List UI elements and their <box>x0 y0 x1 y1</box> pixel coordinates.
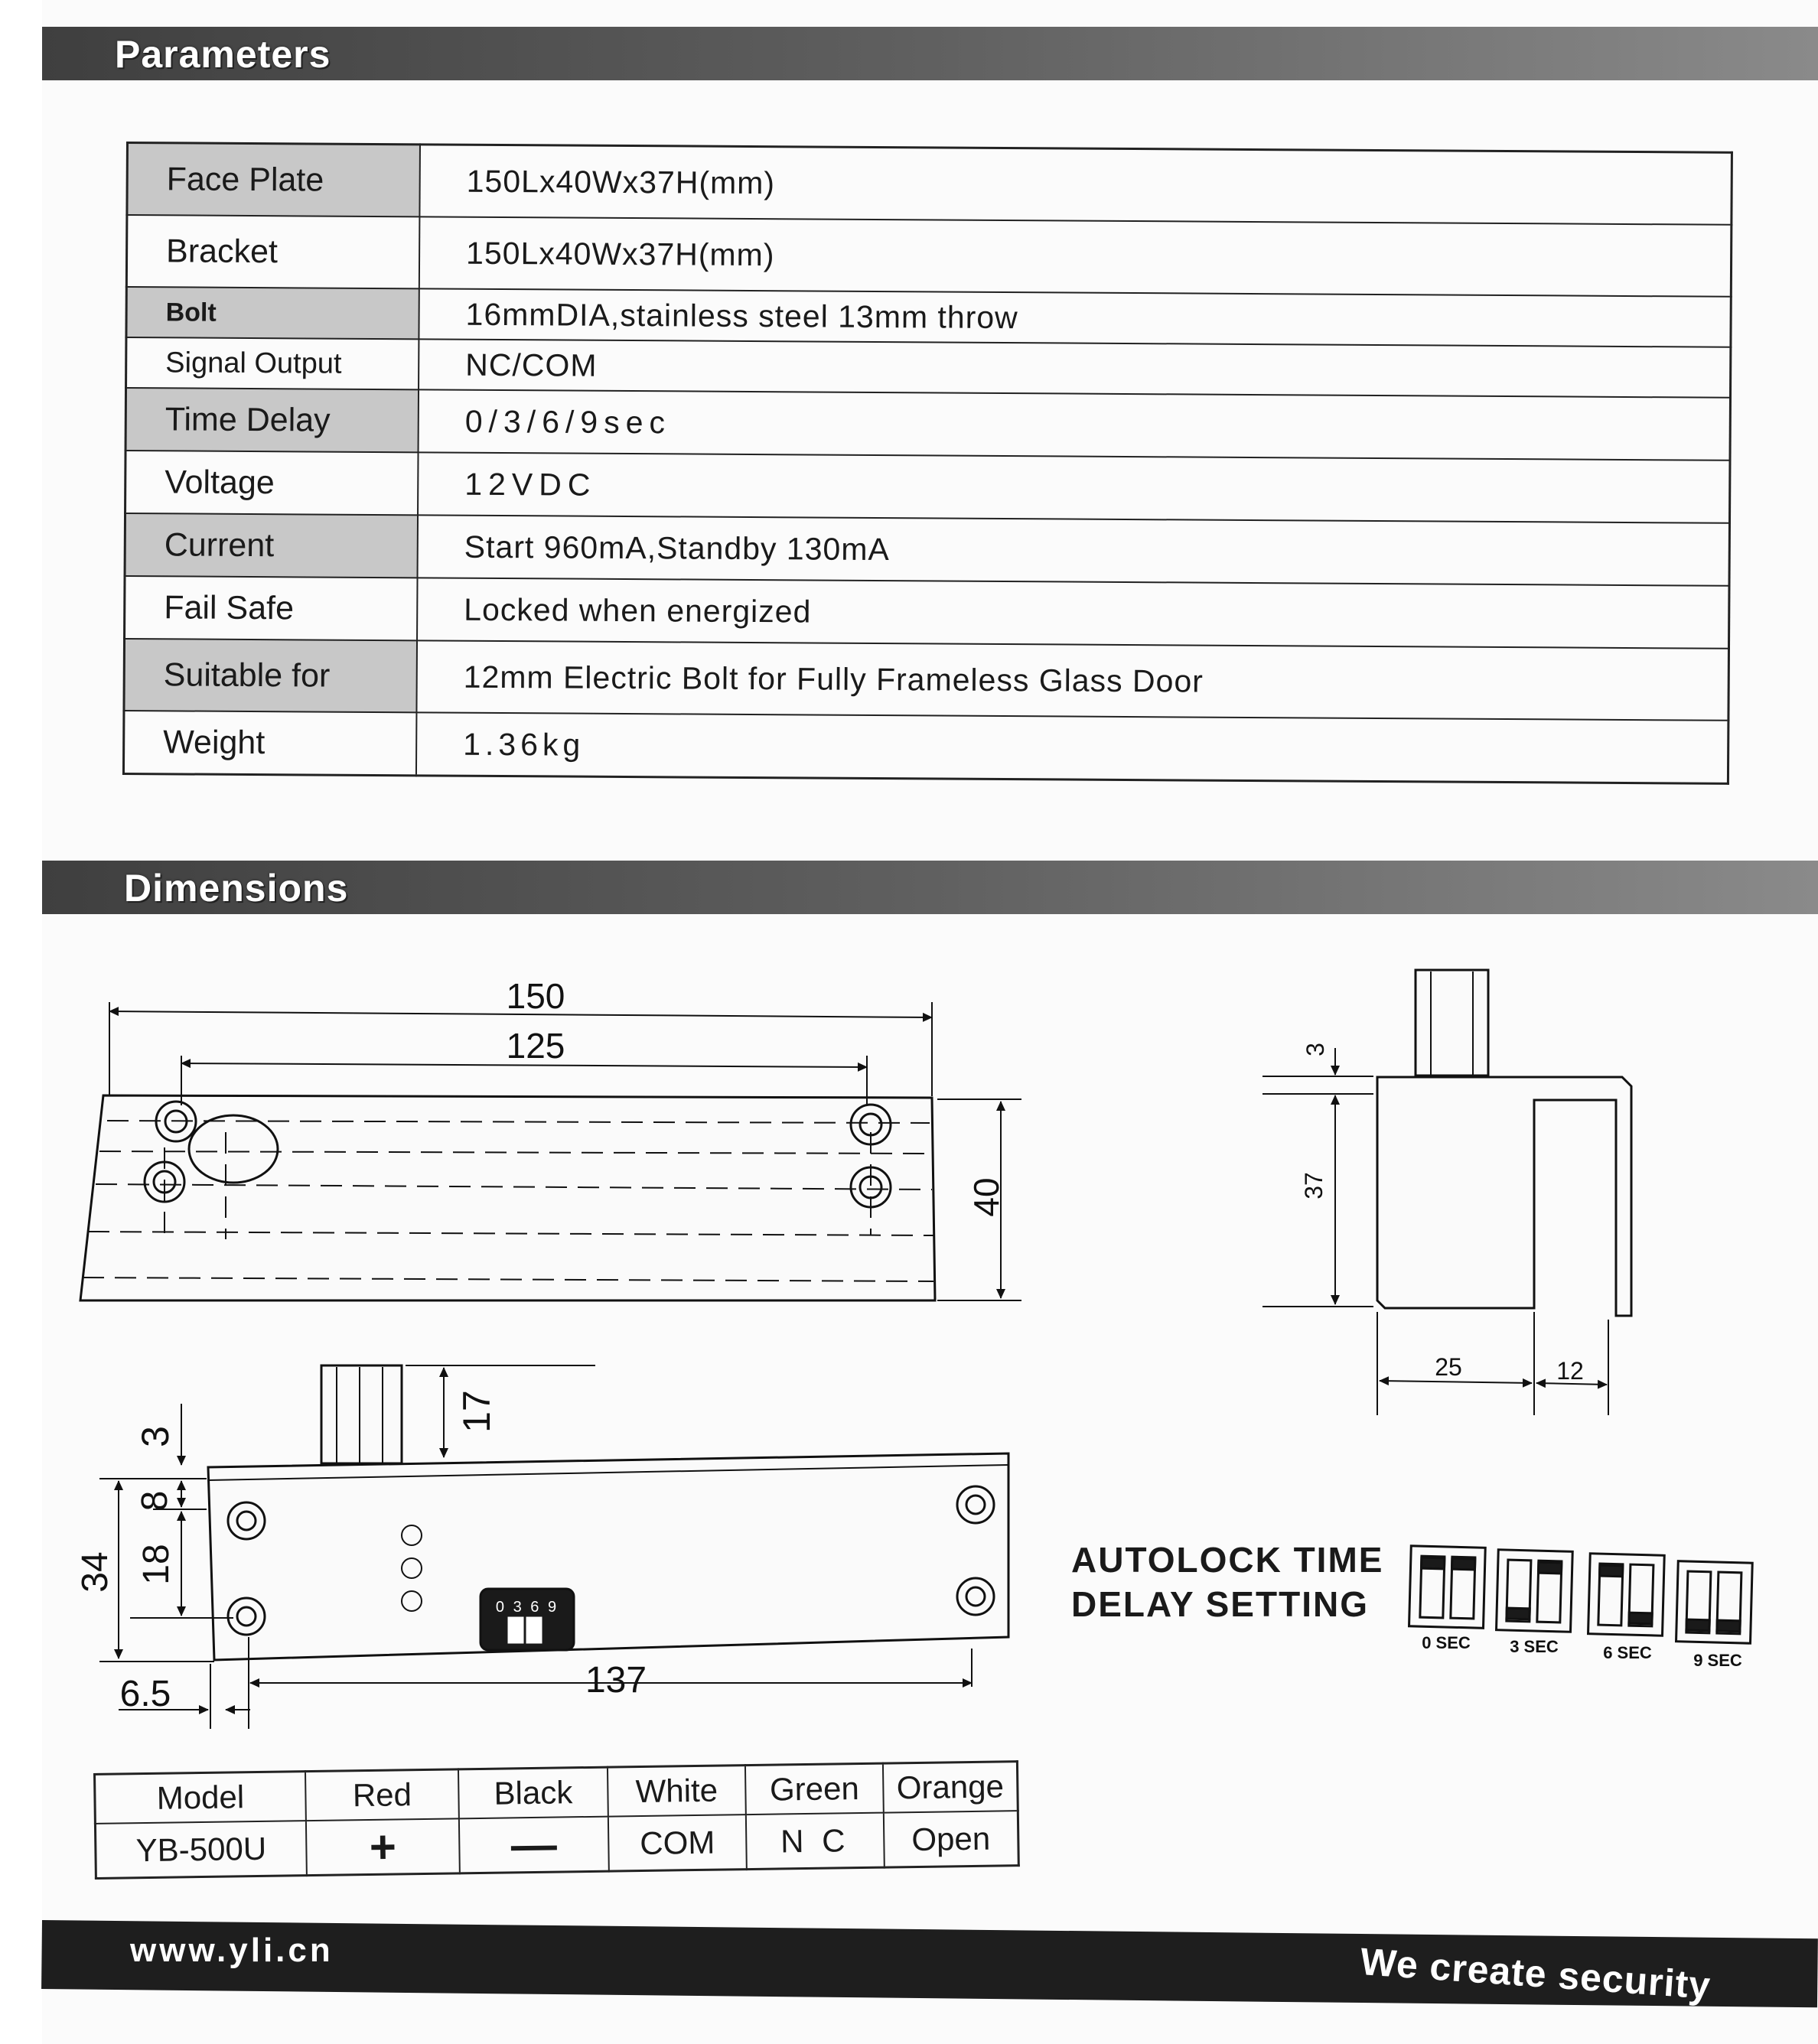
dim-side-lip: 12 <box>1556 1357 1584 1385</box>
dim-top-length: 150 <box>506 976 565 1016</box>
wiring-table <box>93 1760 1020 1880</box>
param-label: Bolt <box>126 287 419 339</box>
parameters-heading: Parameters <box>115 33 331 76</box>
dim-bottom-bolt: 17 <box>455 1390 498 1433</box>
param-value: 16mmDIA,stainless steel 13mm throw <box>419 288 1731 347</box>
switch-label-0sec: 0 SEC <box>1422 1633 1471 1652</box>
wiring-cell-green: N C <box>746 1813 885 1870</box>
dim-bottom-span: 137 <box>585 1660 647 1701</box>
autolock-line1: AUTOLOCK TIME <box>1071 1540 1384 1580</box>
param-value: Locked when energized <box>417 578 1729 648</box>
switch-6sec <box>1588 1554 1665 1636</box>
bottom-view-drawing <box>99 1365 1008 1729</box>
param-label: Current <box>125 513 418 578</box>
dip-switch-label: 0 3 6 9 <box>495 1599 559 1616</box>
wiring-cell-orange: Open <box>884 1811 1018 1867</box>
param-label: Signal Output <box>126 337 419 389</box>
switch-label-9sec: 9 SEC <box>1693 1651 1742 1670</box>
dim-bottom-total: 34 <box>75 1551 116 1593</box>
switch-0sec <box>1409 1546 1486 1629</box>
switch-label-3sec: 3 SEC <box>1510 1637 1559 1656</box>
param-value: Start 960mA,Standby 130mA <box>418 515 1730 585</box>
dim-side-height: 37 <box>1300 1172 1328 1199</box>
dim-bottom-hole-gap: 18 <box>136 1544 177 1585</box>
param-value: NC/COM <box>419 339 1731 397</box>
footer-tagline: We create security <box>1359 1939 1712 2007</box>
param-value: 150Lx40Wx37H(mm) <box>419 145 1732 225</box>
dim-top-hole-spacing: 125 <box>506 1026 565 1066</box>
param-label: Time Delay <box>125 388 419 452</box>
wiring-header: White <box>608 1766 746 1817</box>
wiring-cell-red: + <box>306 1818 460 1875</box>
autolock-line2: DELAY SETTING <box>1071 1584 1369 1624</box>
param-label: Suitable for <box>124 639 417 712</box>
wiring-header: Red <box>305 1769 459 1821</box>
param-label: Bracket <box>126 215 419 288</box>
switch-label-6sec: 6 SEC <box>1603 1643 1652 1662</box>
switch-9sec <box>1676 1561 1753 1644</box>
param-value: 12mm Electric Bolt for Fully Frameless Glass Door <box>416 640 1728 720</box>
footer-url[interactable]: www.yli.cn <box>130 1932 334 1969</box>
wiring-cell-model: YB-500U <box>95 1821 306 1878</box>
param-label: Face Plate <box>127 143 420 217</box>
param-label: Voltage <box>125 451 419 515</box>
dim-bottom-offset: 6.5 <box>119 1674 171 1714</box>
dim-bottom-top: 3 <box>134 1426 177 1447</box>
autolock-heading <box>1071 1538 1383 1626</box>
wiring-header: Model <box>95 1772 306 1824</box>
wiring-header: Orange <box>883 1762 1018 1813</box>
dim-bottom-upper: 8 <box>135 1490 175 1512</box>
wiring-header: Black <box>458 1767 608 1818</box>
param-value: 1.36kg <box>416 712 1728 783</box>
wiring-header: Green <box>745 1763 884 1815</box>
param-value: 12VDC <box>418 452 1730 522</box>
wiring-cell-white: COM <box>608 1815 747 1871</box>
autolock-switch-diagrams <box>1409 1546 1753 1643</box>
dim-top-width: 40 <box>966 1177 1006 1217</box>
switch-3sec <box>1497 1550 1573 1632</box>
dim-side-plate: 3 <box>1302 1043 1329 1056</box>
param-value: 0/3/6/9sec <box>419 389 1731 460</box>
param-label: Weight <box>123 711 416 776</box>
param-value: 150Lx40Wx37H(mm) <box>419 216 1732 296</box>
wiring-cell-black: — <box>459 1817 609 1873</box>
param-label: Fail Safe <box>125 576 418 640</box>
dimensions-heading: Dimensions <box>124 867 349 910</box>
dim-side-depth: 25 <box>1435 1353 1462 1381</box>
